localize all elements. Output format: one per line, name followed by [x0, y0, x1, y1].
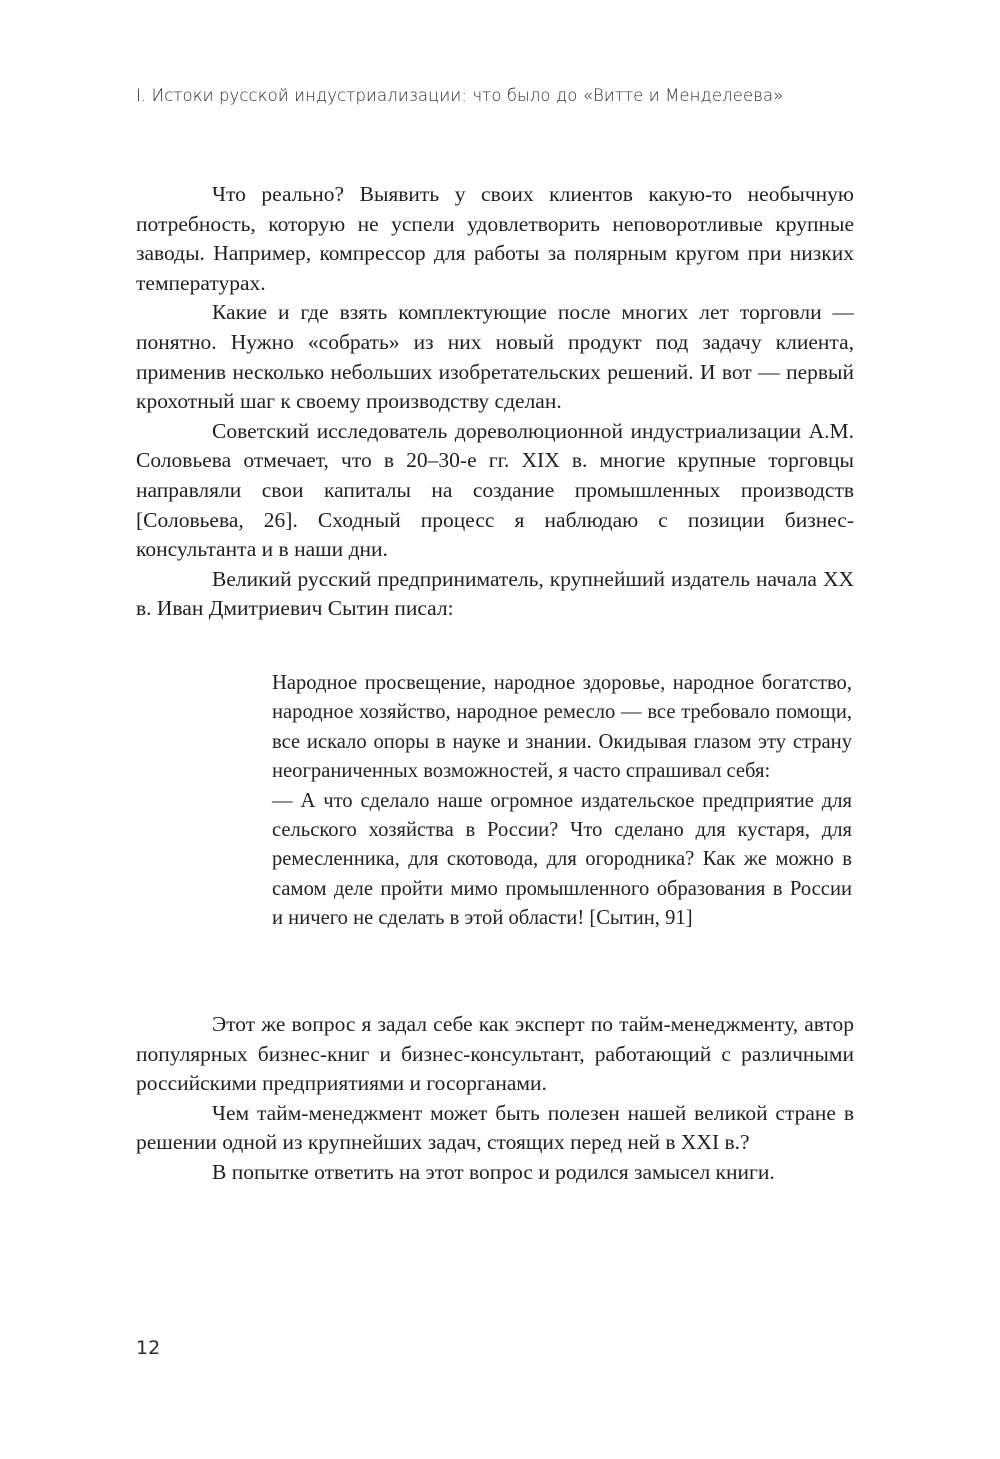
body-text-after-quote [136, 1010, 854, 1188]
body-text-before-quote [136, 180, 854, 624]
paragraph: Какие и где взять комплектующие после многих лет торговли — понятно. Нужно «собрать» из них новый продукт под задачу клиента, применив несколько небольших изобретательских решений. И вот — первый крохотный шаг к своему производству сделан. [136, 300, 854, 414]
quote-paragraph: — А что сделало наше огромное издательское предприятие для сельского хозяйства в России? Что сделано для кустаря, для ремесленника, для скотовода, для огородника? Как же можно в самом деле пройти мимо промышленного образования в России и ничего не сделать в этой области! [Сытин, 91] [272, 789, 852, 930]
paragraph: В попытке ответить на этот вопрос и родился замысел книги. [212, 1159, 775, 1184]
quote-paragraph: Народное просвещение, народное здоровье, народное богатство, народное хозяйство, народное ремесло — все требовало помощи, все искало опоры в науке и знании. Окидывая глазом эту страну неограниченных возможностей, я часто спрашивал себя: [272, 672, 852, 783]
paragraph: Чем тайм-менеджмент может быть полезен нашей великой стране в решении одной из крупнейших задач, стоящих перед ней в XXI в.? [136, 1100, 854, 1155]
block-quote [272, 669, 852, 934]
paragraph: Великий русский предприниматель, крупнейший издатель начала XX в. Иван Дмитриевич Сытин писал: [136, 566, 854, 621]
paragraph: Что реально? Выявить у своих клиентов какую-то необычную потребность, которую не успели удовлетворить неповоротливые крупные заводы. Например, компрессор для работы за полярным кругом при низких температурах. [136, 182, 854, 295]
paragraph: Этот же вопрос я задал себе как эксперт по тайм-менеджменту, автор популярных бизнес-книг и бизнес-консультант, работающий с различными российскими предприятиями и госорганами. [136, 1012, 854, 1096]
page-number: 12 [136, 1337, 161, 1359]
running-header: I. Истоки русской индустриализации: что было до «Витте и Менделеева» [136, 86, 784, 105]
paragraph: Советский исследователь дореволюционной индустриализации А.М. Соловьева отмечает, что в 20–30-е гг. XIX в. многие крупные торговцы направляли свои капиталы на создание промышленных производств [Соловьева, 26]. Сходный процесс я наблюдаю с позиции бизнес-консультанта и в наши дни. [136, 418, 854, 562]
